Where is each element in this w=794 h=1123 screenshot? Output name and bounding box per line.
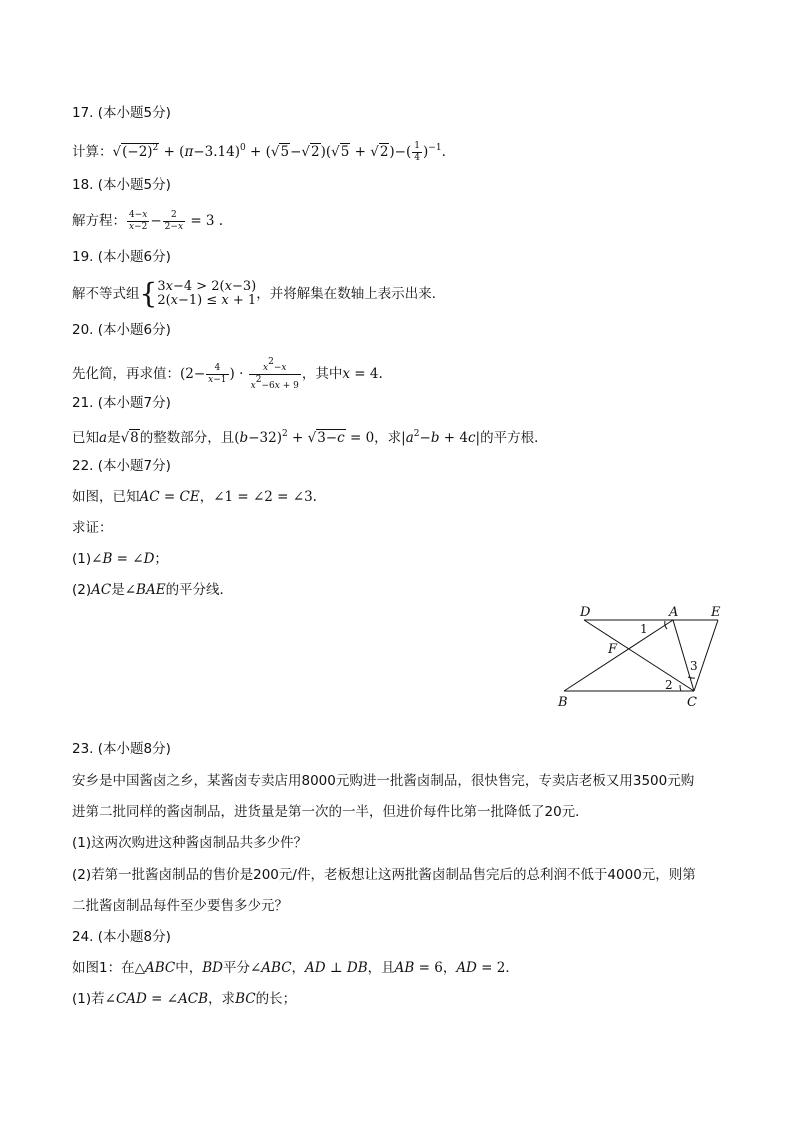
problem-22-text: ， xyxy=(199,489,214,505)
brace-symbol: { xyxy=(139,277,158,310)
problem-17-header: 17. (本小题5分) xyxy=(72,105,171,121)
angle-label-2: 2 xyxy=(665,678,673,692)
problem-20-body xyxy=(72,357,383,392)
q2-text: 是 xyxy=(111,582,125,598)
label-d: D xyxy=(580,605,591,620)
q1-tail: ； xyxy=(154,551,168,567)
label-b: B xyxy=(558,695,568,710)
label-c: C xyxy=(687,695,697,710)
problem-24-header: 24. (本小题8分) xyxy=(72,929,171,945)
problem-20-value: x = 4. xyxy=(342,366,383,382)
given-ac-ce: AC = CE xyxy=(139,489,200,505)
problem-22-given xyxy=(72,487,317,507)
problem-22-q1 xyxy=(72,549,168,569)
problem-20-tail: ，其中 xyxy=(301,366,343,382)
problem-24-body xyxy=(72,958,519,978)
problem-21-target: $|a^2-b + 4c|$ xyxy=(401,429,481,446)
segment-ec xyxy=(694,620,718,691)
problem-21-header: 21. (本小题7分) xyxy=(72,395,171,411)
ad-perp-db: AD ⊥ DB xyxy=(305,960,368,976)
problem-22-q2 xyxy=(72,580,233,600)
problem-18-body xyxy=(72,210,223,233)
segment-ac xyxy=(673,620,694,691)
problem-24-q1 xyxy=(72,989,296,1009)
angle-label-3: 3 xyxy=(690,659,698,673)
q2-tail: 的平分线． xyxy=(165,582,234,598)
problem-23-q2-line2: 二批酱卤制品每件至少要售多少元？ xyxy=(72,898,288,914)
problem-23-line2: 进第二批同样的酱卤制品，进货量是第一次的一半，但进价每件比第一批降低了20元． xyxy=(72,804,589,820)
problem-21-text: 是 xyxy=(107,430,121,446)
problem-17-expression: $√(-2)^2 + (\pi-3.14)^0 + (√5-√2)(√5 + √2)-$( $\frac{1}{4}$ )$^{-1}$. xyxy=(112,141,446,163)
problem-22-lead: 如图，已知 xyxy=(72,489,140,505)
problem-23-line1: 安乡是中国酱卤之乡，某酱卤专卖店用8000元购进一批酱卤制品，很快售完，专卖店老板又用3500元购 xyxy=(72,773,695,789)
problem-21-text: 的整数部分，且 xyxy=(139,430,235,446)
problem-18-header: 18. (本小题5分) xyxy=(72,177,171,193)
problem-24-lead: 如图1：在 xyxy=(72,960,135,976)
problem-24-tail: ． xyxy=(505,960,519,976)
q2-number: (2) xyxy=(72,582,92,598)
q1-text: ，求 xyxy=(208,991,236,1007)
problem-21-condition: $(b-32)^2 + √3-c = 0$ xyxy=(234,429,375,446)
problem-19-lead: 解不等式组 xyxy=(72,286,140,302)
segment-ba xyxy=(564,620,673,691)
inequality-system: 3x−4 > 2(x−3) 2(x−1) ≤ x + 1 xyxy=(157,279,257,308)
given-angles: ∠1 = ∠2 = ∠3. xyxy=(213,489,317,505)
problem-23-q2-line1: (2)若第一批酱卤制品的售价是200元/件，老板想让这两批酱卤制品售完后的总利润不低于4000元，则第 xyxy=(72,867,696,883)
angle-cad-acb: ∠CAD = ∠ACB xyxy=(104,991,209,1007)
problem-24-text: 中， xyxy=(175,960,203,976)
angle-3-arc xyxy=(688,677,695,678)
problem-21-text: ，求 xyxy=(374,430,402,446)
segment-ac: AC xyxy=(91,582,112,598)
q1-tail: 的长； xyxy=(255,991,297,1007)
problem-21-lead: 已知 xyxy=(72,430,99,446)
problem-18-equation: $\frac{4-x}{x-2}$ − $\frac{2}{2-x}$ = 3 . xyxy=(129,210,224,232)
q1-statement: ∠B = ∠D xyxy=(91,551,155,567)
geometry-figure xyxy=(552,600,732,712)
problem-17-body xyxy=(72,138,446,164)
problem-20-expression: (2− $\frac{4}{x-1}$ ) · $\frac{x^2-x}{x^2-6x + 9}$ xyxy=(180,357,299,391)
ad-value: AD = 2 xyxy=(456,960,506,976)
problem-19-header: 19. (本小题6分) xyxy=(72,249,171,265)
problem-20-header: 20. (本小题6分) xyxy=(72,322,171,338)
problem-24-text: ，且 xyxy=(367,960,395,976)
problem-17-lead: 计算： xyxy=(72,144,113,160)
segment-bc-label: BC xyxy=(235,991,256,1007)
problem-18-lead: 解方程： xyxy=(72,213,126,229)
q1-lead: (1)若 xyxy=(72,991,105,1007)
problem-21-tail: 的平方根． xyxy=(480,430,548,446)
problem-20-lead: 先化简，再求值： xyxy=(72,366,180,382)
ab-value: AB = 6 xyxy=(394,960,443,976)
segment-bd: BD xyxy=(202,960,223,976)
problem-19-body xyxy=(72,277,446,310)
problem-22-header: 22. (本小题7分) xyxy=(72,458,171,474)
problem-24-text: ， xyxy=(291,960,306,976)
problem-22-prove: 求证： xyxy=(72,520,113,536)
problem-24-text: 平分 xyxy=(222,960,250,976)
label-f: F xyxy=(608,642,618,657)
angle-2-arc xyxy=(680,685,681,691)
sqrt-8: √8 xyxy=(120,430,139,446)
problem-19-tail: ，并将解集在数轴上表示出来． xyxy=(256,286,446,302)
problem-23-q1: (1)这两次购进这种酱卤制品共多少件？ xyxy=(72,835,308,851)
angle-label-1: 1 xyxy=(640,622,648,636)
problem-23-header: 23. (本小题8分) xyxy=(72,741,171,757)
var-a: a xyxy=(99,430,108,446)
label-a: A xyxy=(669,605,679,620)
problem-21-body xyxy=(72,424,548,448)
triangle-abc: △ABC xyxy=(134,960,176,976)
angle-bae: ∠BAE xyxy=(124,582,166,598)
label-e: E xyxy=(711,605,721,620)
segment-dc xyxy=(584,620,694,691)
angle-abc: ∠ABC xyxy=(249,960,292,976)
problem-24-text: ， xyxy=(442,960,457,976)
q1-number: (1) xyxy=(72,551,92,567)
